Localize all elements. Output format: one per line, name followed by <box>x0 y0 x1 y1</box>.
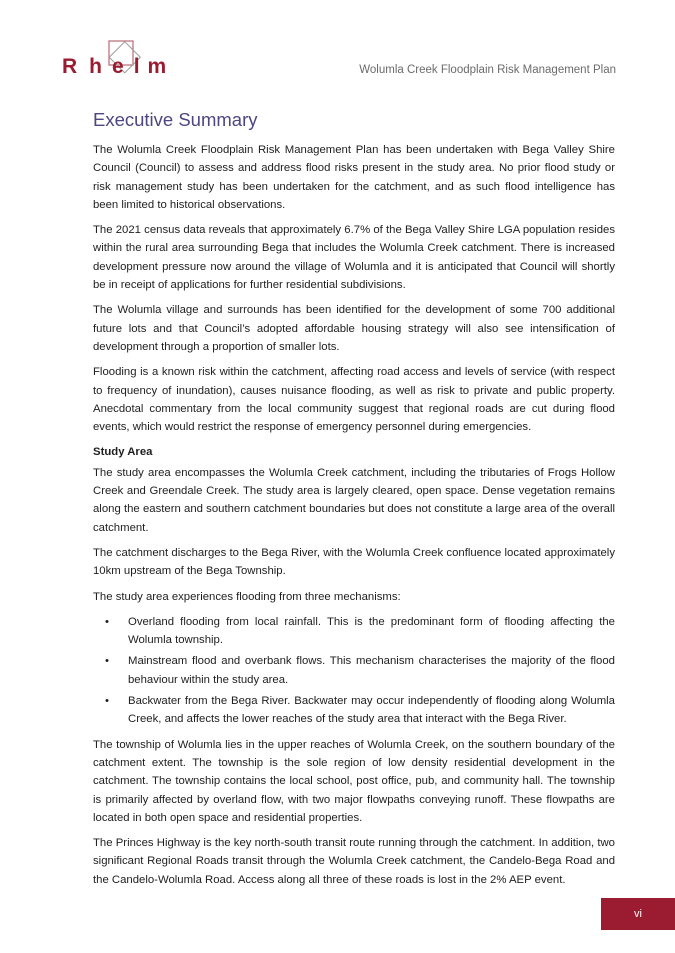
rhelm-logo <box>60 36 180 80</box>
paragraph: The 2021 census data reveals that approximately 6.7% of the Bega Valley Shire LGA population resides within the rural area surrounding Bega that includes the Wolumla Creek catchment. There is increased development pressure now around the village of Wolumla and it is anticipated that Council will shortly be in receipt of applications for further residential subdivisions. <box>93 224 615 292</box>
page-content <box>93 108 615 896</box>
section-heading: Executive Summary <box>93 109 258 130</box>
bullet-icon: • <box>105 695 109 708</box>
list-item <box>93 652 615 689</box>
page-number-badge <box>601 898 675 930</box>
list-item <box>93 613 615 650</box>
paragraph: The Wolumla Creek Floodplain Risk Management Plan has been undertaken with Bega Valley Shire Council (Council) to assess and address flood risks present in the study area. No prior flood study or risk management study has been undertaken for the catchment, and as such flood intelligence has been limited to historical observations. <box>93 144 615 211</box>
logo-letter: e <box>112 55 124 78</box>
list-item-text: Backwater from the Bega River. Backwater may occur independently of flooding along Wolumla Creek, and affects the lower reaches of the study area that interact with the Bega River. <box>128 695 615 726</box>
page-number: vi <box>634 908 642 920</box>
list-item-text: Overland flooding from local rainfall. This is the predominant form of flooding affecting the Wolumla township. <box>128 615 615 647</box>
document-title: Wolumla Creek Floodplain Risk Management Plan <box>359 64 616 76</box>
logo-wordmark <box>62 55 166 79</box>
paragraph: Flooding is a known risk within the catchment, affecting road access and levels of service (with respect to frequency of inundation), causes nuisance flooding, as well as risk to private and public property. Anecdotal commentary from the local community suggest that regional roads are cut during flood events, which would restrict the response of emergency personnel during emergencies. <box>93 366 615 434</box>
paragraph: The study area experiences flooding from three mechanisms: <box>93 590 401 603</box>
bullet-icon: • <box>105 615 109 628</box>
subsection-heading: Study Area <box>93 446 153 459</box>
logo-letter: h <box>89 55 102 78</box>
mechanisms-list <box>93 613 615 729</box>
paragraph: The Princes Highway is the key north-south transit route running through the catchment. In addition, two significant Regional Roads transit through the Wolumla Creek catchment, the Candelo-Bega Road and the Candelo-Wolumla Road. Access along all three of these roads is lost in the 2% AEP event. <box>93 837 615 886</box>
paragraph: The township of Wolumla lies in the upper reaches of Wolumla Creek, on the southern boundary of the catchment extent. The township is the sole region of low density residential development in the catchment. The township contains the local school, post office, pub, and community hall. The township is primarily affected by overland flow, with two major flowpaths conveying runoff. These flowpaths are located in both open space and residential properties. <box>93 738 615 824</box>
paragraph: The Wolumla village and surrounds has been identified for the development of some 700 additional future lots and that Council’s adopted affordable housing strategy will also see intensification of development through a proportion of smaller lots. <box>93 304 615 353</box>
logo-letter: m <box>147 55 167 78</box>
logo-letter: l <box>133 55 140 78</box>
list-item-text: Mainstream flood and overbank flows. This mechanism characterises the majority of the flood behaviour within the study area. <box>128 655 615 686</box>
paragraph: The catchment discharges to the Bega River, with the Wolumla Creek confluence located approximately 10km upstream of the Bega Township. <box>93 546 615 578</box>
logo-letter: R <box>62 55 78 78</box>
list-item <box>93 692 615 729</box>
paragraph: The study area encompasses the Wolumla Creek catchment, including the tributaries of Frogs Hollow Creek and Greendale Creek. The study area is largely cleared, open space. Dense vegetation remains along the eastern and southern catchment boundaries but does not constitute a large area of the overall catchment. <box>93 466 615 534</box>
bullet-icon: • <box>105 655 109 668</box>
